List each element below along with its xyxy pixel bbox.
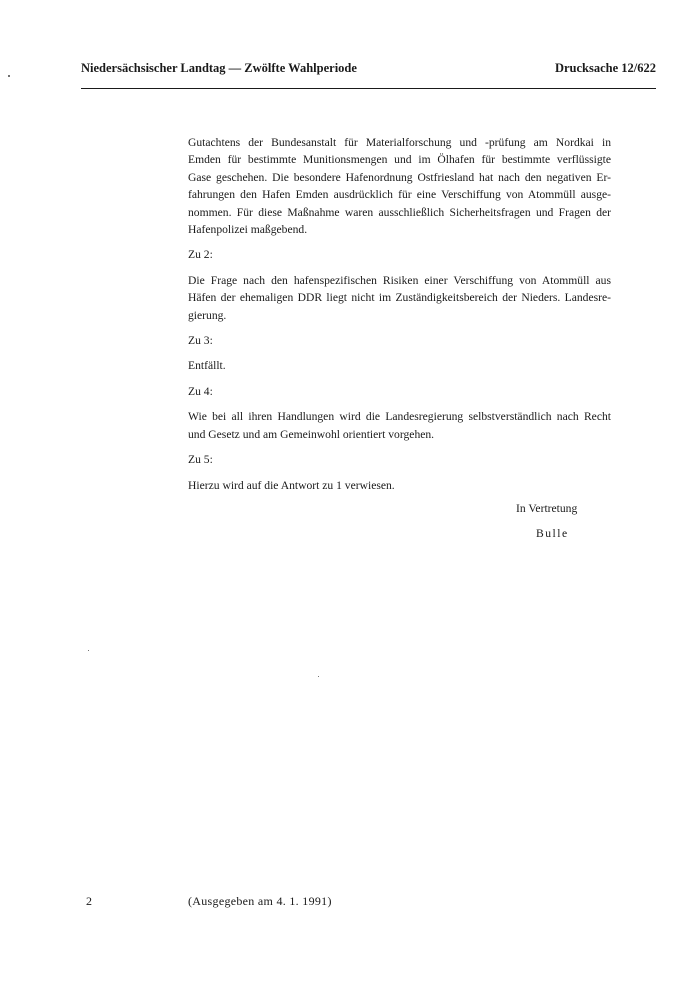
text-line: Gutachtens der Bundesanstalt für Materialforschung und -prüfung am Nordkai in (188, 136, 611, 149)
text-line: Entfällt. (188, 359, 226, 373)
text-line: Gase geschehen. Die besondere Hafenordnung Ostfriesland hat nach den negativen Er- (188, 170, 611, 184)
section-heading-zu-2: Zu 2: (188, 248, 213, 262)
scan-speck (88, 650, 89, 651)
document-body (188, 134, 611, 494)
section-paragraph-zu-3 (188, 357, 611, 374)
section-heading-zu-3: Zu 3: (188, 334, 213, 348)
scan-speck (8, 75, 10, 77)
text-line: und Gesetz und am Gemeinwohl orientiert vorgehen. (188, 427, 435, 441)
section-paragraph-zu-5 (188, 477, 611, 494)
text-line: Hierzu wird auf die Antwort zu 1 verwiesen. (188, 478, 395, 492)
text-line: Wie bei all ihren Handlungen wird die Landesregierung selbstverständlich nach Recht (188, 410, 611, 424)
header-rule (81, 88, 656, 89)
text-line: Hafenpolizei maßgebend. (188, 223, 308, 237)
signature-name: Bulle (536, 527, 569, 540)
document-number: Drucksache 12/622 (554, 61, 656, 75)
signature-block (516, 496, 577, 546)
scan-speck (318, 676, 319, 677)
section-heading-zu-4: Zu 4: (188, 384, 213, 398)
text-line: nommen. Für diese Maßnahme waren ausschließlich Sicherheitsfragen und Fragen der (188, 205, 611, 219)
text-line: fahrungen den Hafen Emden ausdrücklich für eine Verschiffung von Atommüll ausge- (188, 188, 611, 202)
section-paragraph-zu-4 (188, 408, 611, 443)
text-line: gierung. (188, 308, 227, 322)
text-line: Häfen der ehemaligen DDR liegt nicht im Zuständigkeitsbereich der Nieders. Landesre- (188, 291, 611, 305)
page-number: 2 (86, 894, 92, 908)
intro-paragraph (188, 134, 611, 238)
issue-date: (Ausgegeben am 4. 1. 1991) (188, 894, 332, 908)
text-line: Die Frage nach den hafenspezifischen Risiken einer Verschiffung von Atommüll aus (188, 273, 611, 287)
header-title: Niedersächsischer Landtag — Zwölfte Wahlperiode (81, 61, 357, 75)
signature-role: In Vertretung (516, 502, 578, 515)
section-heading-zu-5: Zu 5: (188, 453, 213, 467)
text-line: Emden für bestimmte Munitionsmengen und im Ölhafen für bestimmte verflüssigte (188, 153, 611, 167)
section-paragraph-zu-2 (188, 272, 611, 324)
